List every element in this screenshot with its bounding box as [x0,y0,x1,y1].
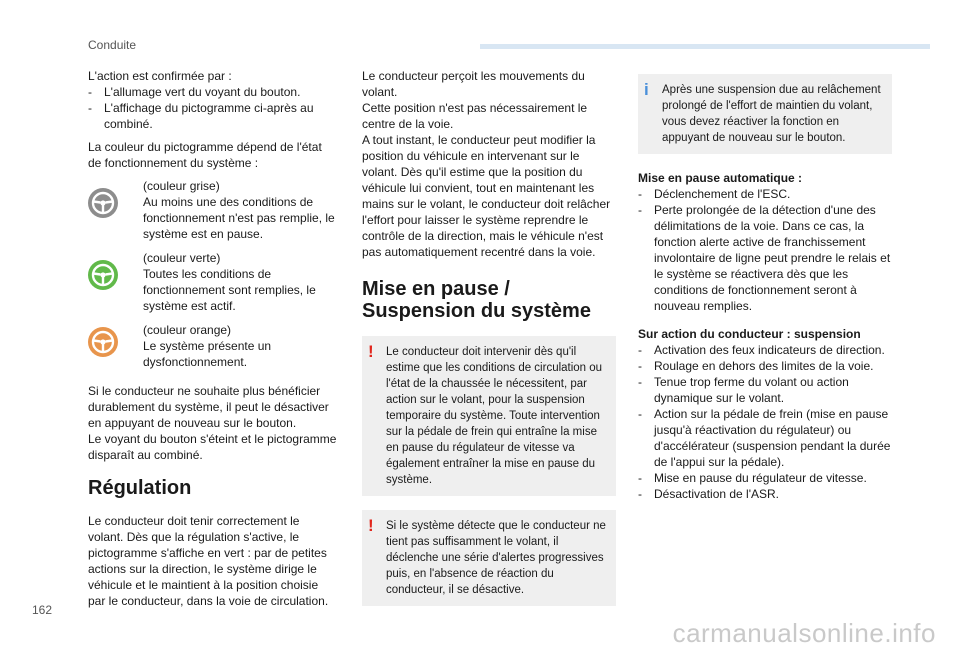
watermark-text: carmanualsonline.info [672,618,936,648]
color-intro: La couleur du pictogramme dépend de l'état de fonctionnement du système : [88,140,322,170]
state-orange [88,322,338,370]
list-item: - Déclenchement de l'ESC. [638,186,892,202]
info-note [638,74,892,154]
list-item: - Roulage en dehors des limites de la voie. [638,358,892,374]
warning-text: Si le système détecte que le conducteur ne tient pas suffisamment le volant, il déclenche une série d'alertes progressives puis, en l'absence de réaction du conducteur, il se désactive. [386,520,606,596]
state-label: (couleur verte) [143,251,221,265]
page-number: 162 [32,603,53,617]
state-grey [88,178,338,242]
column-right [638,74,892,502]
driver-action-list [638,342,892,502]
list-item: - Activation des feux indicateurs de direction. [638,342,892,358]
steering-wheel-green-icon [88,250,143,290]
state-label: (couleur grise) [143,179,220,193]
state-green [88,250,338,314]
deactivate-paragraph: Si le conducteur ne souhaite plus bénéficier durablement du système, il peut le désactiver en appuyant de nouveau sur le bouton. [88,384,329,430]
body-paragraph: Cette position n'est pas nécessairement le centre de la voie. [362,101,588,131]
list-item: - Action sur la pédale de frein (mise en pause jusqu'à réactivation du régulateur) ou d'accélérateur (suspension pendant la durée de l'appui sur la pédale). [638,406,892,470]
pause-heading: Mise en pause / Suspension du système [362,278,591,322]
body-paragraph: A tout instant, le conducteur peut modifier la position du véhicule en intervenant sur le volant. Dès qu'il estime que la position du véhicule lui convient, tout en maintenant les mains sur le volant, le conducteur doit relâcher l'effort pour laisser le système reprendre le contrôle de la direction, mais le véhicule n'est pas automatiquement recentré dans la voie. [362,133,611,259]
info-text: Après une suspension due au relâchement prolongé de l'effort de maintien du volant, vous devez réactiver la fonction en appuyant de nouveau sur le bouton. [662,84,881,144]
deactivate-paragraph-2: Le voyant du bouton s'éteint et le pictogramme disparaît au combiné. [88,432,337,462]
confirm-intro: L'action est confirmée par : [88,69,232,83]
warning-icon: ! [368,342,374,361]
list-item: - Tenue trop ferme du volant ou action dynamique sur le volant. [638,374,892,406]
list-item: - Désactivation de l'ASR. [638,486,892,502]
auto-pause-label: Mise en pause automatique : [638,171,803,185]
warning-note [362,510,616,606]
state-description: Le système présente un dysfonctionnement. [143,339,272,369]
confirm-list [88,84,338,132]
list-item: - Perte prolongée de la détection d'une des délimitations de la voie. Dans ce cas, la fonction alerte active de franchissement involontaire de ligne peut prendre le relais et le système se réactivera dès que les conditions de fonctionnement seront à nouveau remplies. [638,202,892,314]
list-item: - L'allumage vert du voyant du bouton. [88,84,338,100]
steering-wheel-grey-icon [88,178,143,218]
state-description: Toutes les conditions de fonctionnement sont remplies, le système est actif. [143,267,316,313]
state-label: (couleur orange) [143,323,232,337]
warning-note [362,336,616,496]
list-item: - Mise en pause du régulateur de vitesse. [638,470,892,486]
regulation-text: Le conducteur doit tenir correctement le volant. Dès que la régulation s'active, le pictogramme s'affiche en vert : par de petites actions sur la direction, le système dirige le véhicule et le maintient à la position choisie par le conducteur, dans la voie de circulation. [88,514,329,608]
regulation-heading: Régulation [88,477,192,499]
state-description: Au moins une des conditions de fonctionnement n'est pas remplie, le système est en pause. [143,195,335,241]
body-paragraph: Le conducteur perçoit les mouvements du volant. [362,69,585,99]
header-bar [480,44,930,49]
driver-action-label: Sur action du conducteur : suspension [638,327,861,341]
list-item: - L'affichage du pictogramme ci-après au combiné. [88,100,338,132]
steering-wheel-orange-icon [88,322,143,357]
column-middle [362,68,616,606]
column-left [88,68,338,609]
auto-pause-list [638,186,892,314]
warning-text: Le conducteur doit intervenir dès qu'il estime que les conditions de circulation ou l'état de la chaussée le nécessitent, par action sur le volant, pour la suspension temporaire du système. Toute intervention sur la pédale de frein qui entraîne la mise en pause du régulateur de vitesse va également entraîner la mise en pause du système. [386,346,603,486]
warning-icon: ! [368,516,374,535]
section-title: Conduite [88,38,137,52]
info-icon: i [644,80,649,99]
